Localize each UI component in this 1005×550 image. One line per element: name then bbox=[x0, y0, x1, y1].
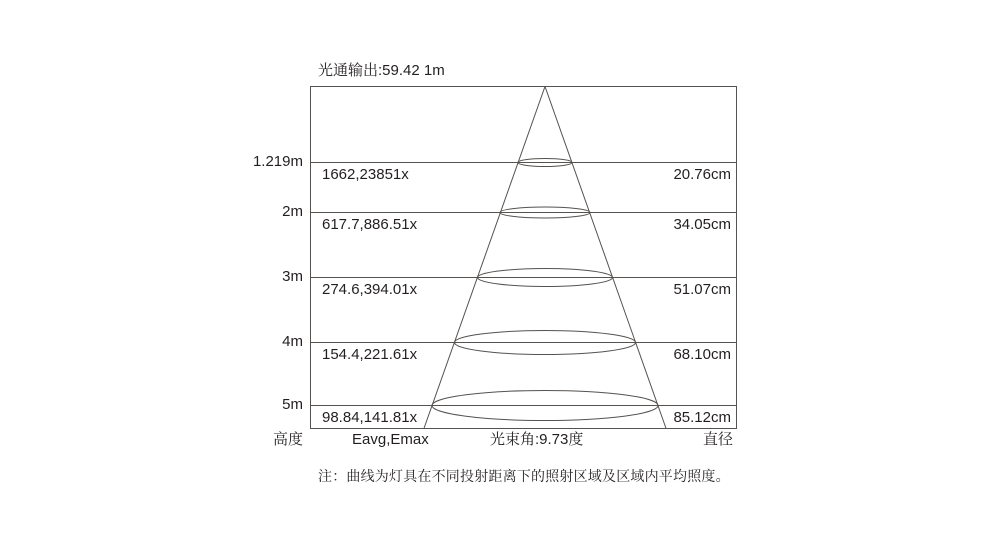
height-label: 5m bbox=[282, 396, 303, 413]
diagram-border bbox=[311, 87, 737, 429]
cone-left-edge bbox=[424, 87, 545, 429]
height-label: 1.219m bbox=[252, 153, 303, 170]
footer-height-label: 高度 bbox=[272, 431, 303, 448]
diameter-value: 68.10cm bbox=[673, 346, 731, 363]
eavg-emax-value: 1662,23851x bbox=[322, 166, 409, 183]
diameter-value: 85.12cm bbox=[673, 409, 731, 426]
height-label: 3m bbox=[282, 268, 303, 285]
height-label: 4m bbox=[282, 333, 303, 350]
eavg-emax-value: 274.6,394.01x bbox=[322, 281, 418, 298]
diameter-value: 51.07cm bbox=[673, 281, 731, 298]
note-text: 注：曲线为灯具在不同投射距离下的照射区域及区域内平均照度。 bbox=[318, 468, 730, 484]
eavg-emax-value: 617.7,886.51x bbox=[322, 216, 418, 233]
footer-beam-angle-label: 光束角:9.73度 bbox=[490, 431, 584, 448]
luminous-flux-title: 光通输出:59.42 1m bbox=[318, 62, 445, 79]
diameter-value: 34.05cm bbox=[673, 216, 731, 233]
eavg-emax-value: 98.84,141.81x bbox=[322, 409, 418, 426]
eavg-emax-value: 154.4,221.61x bbox=[322, 346, 418, 363]
height-label: 2m bbox=[282, 203, 303, 220]
footer-eavg-emax-label: Eavg,Emax bbox=[352, 431, 429, 448]
diameter-value: 20.76cm bbox=[673, 166, 731, 183]
footer-diameter-label: 直径 bbox=[702, 431, 733, 448]
cone-right-edge bbox=[545, 87, 666, 429]
